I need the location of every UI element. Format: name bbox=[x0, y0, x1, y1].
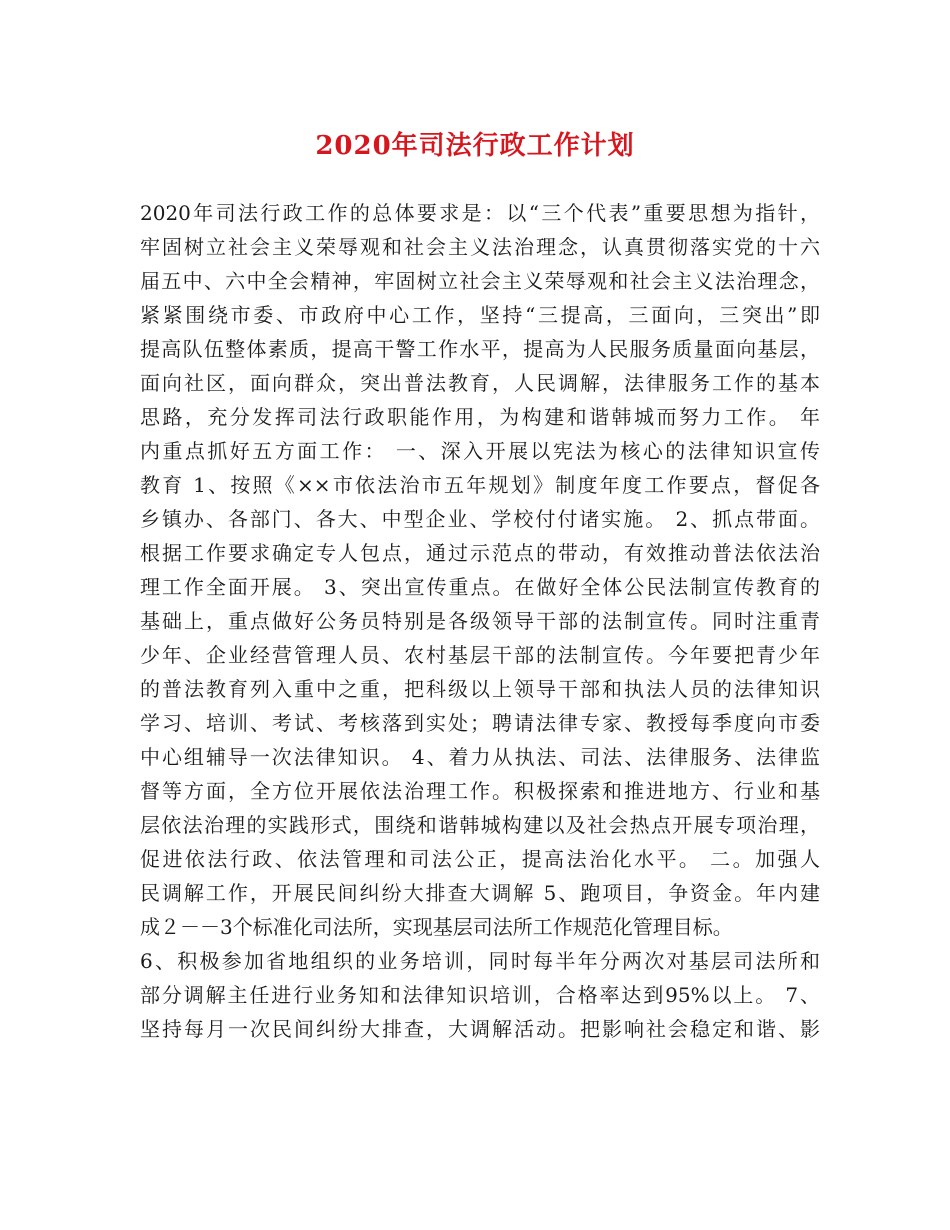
body-line: 教育 1、按照《××市依法治市五年规划》制度年度工作要点，督促各 bbox=[140, 473, 820, 497]
document-title: 2020年司法行政工作计划 bbox=[315, 131, 635, 161]
body-line: 内重点抓好五方面工作： 一、深入开展以宪法为核心的法律知识宣传 bbox=[140, 439, 820, 463]
body-line: 学习、培训、考试、考核落到实处；聘请法律专家、教授每季度向市委 bbox=[140, 711, 820, 735]
body-line: 紧紧围绕市委、市政府中心工作，坚持“三提高，三面向，三突出”即 bbox=[140, 303, 820, 327]
body-line: 坚持每月一次民间纠纷大排查，大调解活动。把影响社会稳定和谐、影 bbox=[140, 1017, 820, 1041]
body-line: 的普法教育列入重中之重，把科级以上领导干部和执法人员的法律知识 bbox=[140, 677, 820, 701]
body-line: 届五中、六中全会精神，牢固树立社会主义荣辱观和社会主义法治理念， bbox=[140, 269, 820, 293]
body-line: 成２－－3个标准化司法所，实现基层司法所工作规范化管理目标。 bbox=[140, 915, 733, 939]
body-line: 民调解工作，开展民间纠纷大排查大调解 5、跑项目，争资金。年内建 bbox=[140, 881, 820, 905]
body-line: 6、积极参加省地组织的业务培训，同时每半年分两次对基层司法所和 bbox=[140, 949, 820, 973]
body-line: 2020年司法行政工作的总体要求是：以“三个代表”重要思想为指针， bbox=[140, 201, 820, 225]
document-body bbox=[140, 196, 820, 1046]
body-line: 促进依法行政、依法管理和司法公正，提高法治化水平。 二。加强人 bbox=[140, 847, 820, 871]
body-line: 少年、企业经营管理人员、农村基层干部的法制宣传。今年要把青少年 bbox=[140, 643, 820, 667]
body-line: 督等方面，全方位开展依法治理工作。积极探索和推进地方、行业和基 bbox=[140, 779, 820, 803]
body-line: 提高队伍整体素质，提高干警工作水平，提高为人民服务质量面向基层， bbox=[140, 337, 820, 361]
body-line: 牢固树立社会主义荣辱观和社会主义法治理念，认真贯彻落实党的十六 bbox=[140, 235, 820, 259]
body-line: 基础上，重点做好公务员特别是各级领导干部的法制宣传。同时注重青 bbox=[140, 609, 820, 633]
body-line: 层依法治理的实践形式，围绕和谐韩城构建以及社会热点开展专项治理， bbox=[140, 813, 820, 837]
body-line: 根据工作要求确定专人包点，通过示范点的带动，有效推动普法依法治 bbox=[140, 541, 820, 565]
body-line: 理工作全面开展。 3、突出宣传重点。在做好全体公民法制宣传教育的 bbox=[140, 575, 820, 599]
body-line: 面向社区，面向群众，突出普法教育，人民调解，法律服务工作的基本 bbox=[140, 371, 820, 395]
body-line: 思路，充分发挥司法行政职能作用，为构建和谐韩城而努力工作。 年 bbox=[140, 405, 820, 429]
body-line: 乡镇办、各部门、各大、中型企业、学校付付诸实施。 2、抓点带面。 bbox=[140, 507, 820, 531]
body-line: 部分调解主任进行业务知和法律知识培训，合格率达到95%以上。 7、 bbox=[140, 983, 820, 1007]
body-line: 中心组辅导一次法律知识。 4、着力从执法、司法、法律服务、法律监 bbox=[140, 745, 820, 769]
